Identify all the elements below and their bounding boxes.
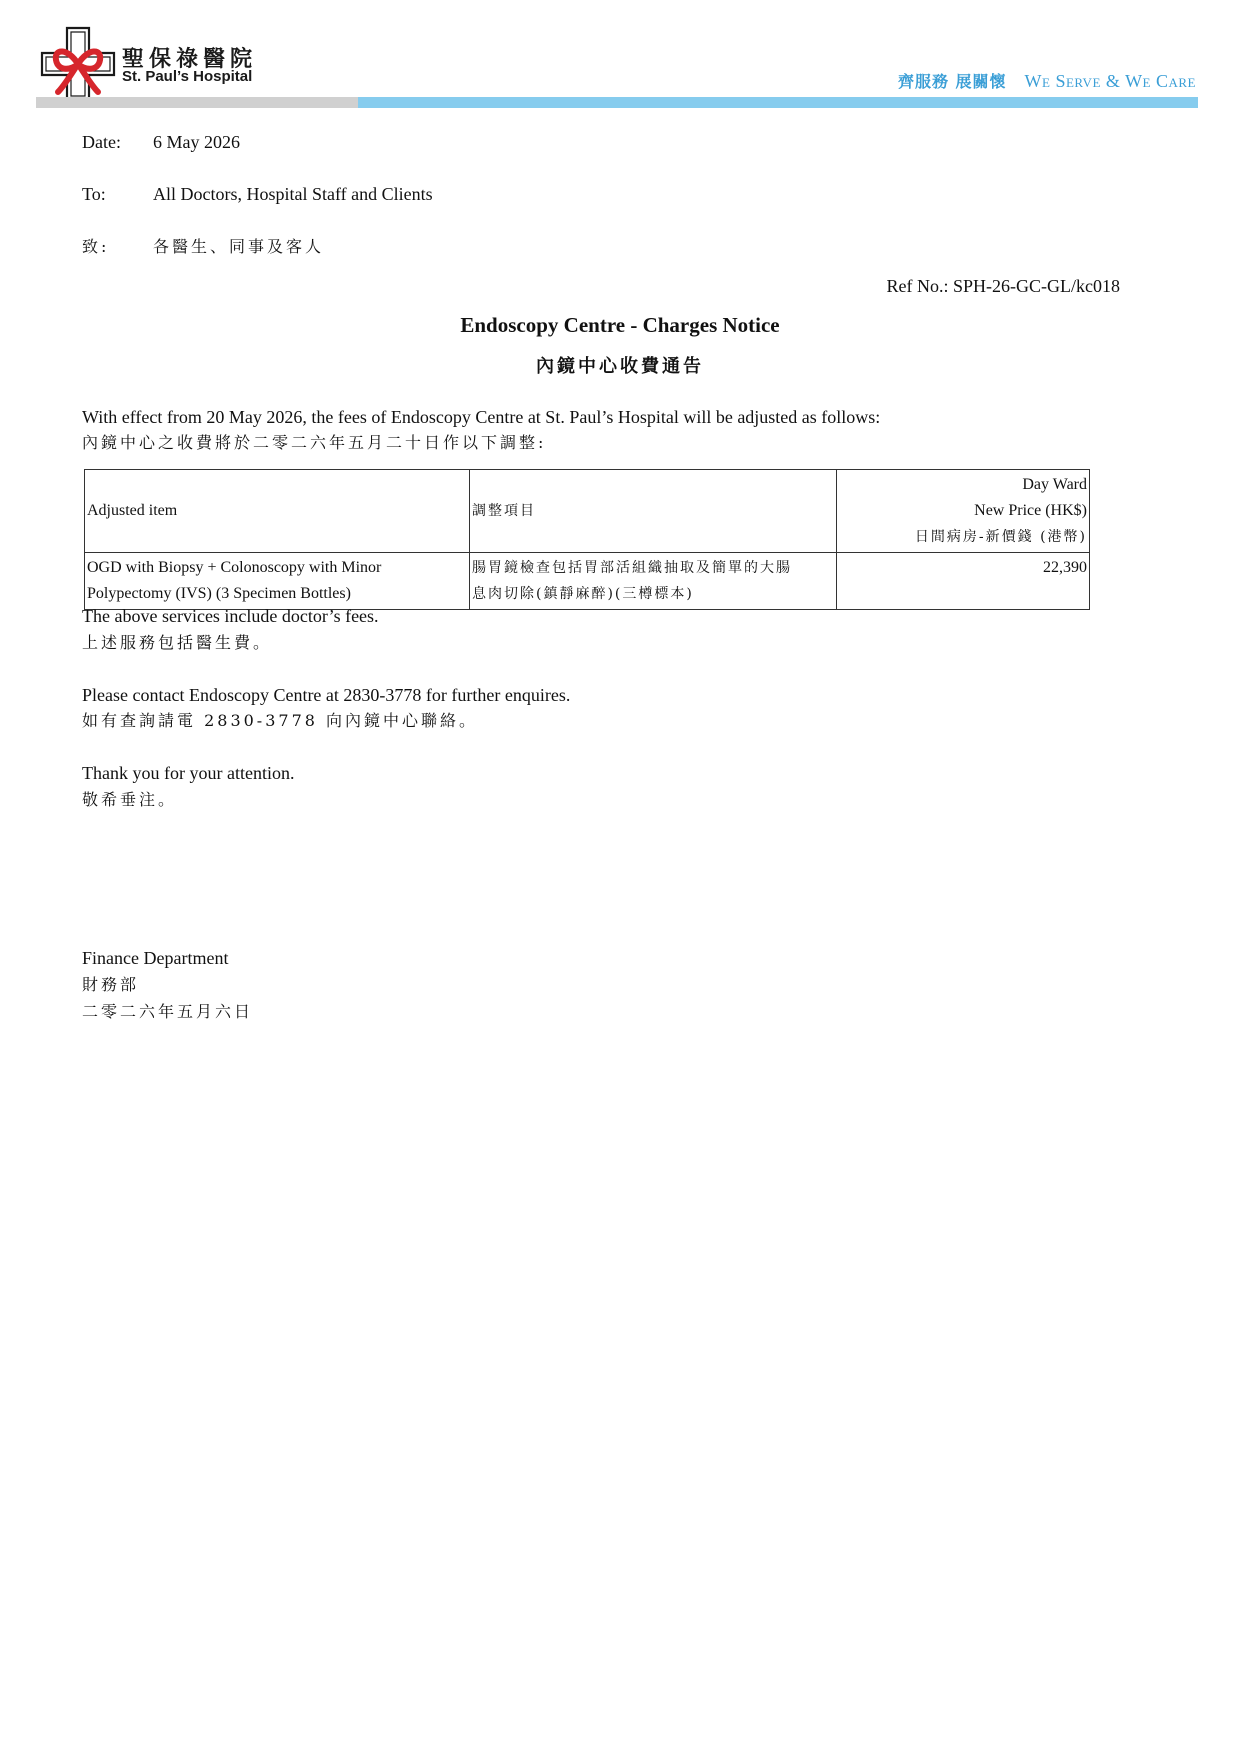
row-price: 22,390 — [837, 553, 1090, 610]
hospital-name-english: St. Paul’s Hospital — [122, 68, 253, 85]
row-item-chinese — [470, 553, 837, 610]
row-item-chinese-line2: 息肉切除(鎮靜麻醉)(三樽標本) — [472, 586, 694, 602]
header-bar-blue — [358, 97, 1198, 108]
fees-note: The above services include doctor’s fees. — [82, 606, 379, 626]
to-label-chinese: 致: — [82, 237, 110, 256]
header-new-price — [837, 470, 1090, 553]
date-value: 6 May 2026 — [153, 132, 240, 152]
header-adjusted-item: Adjusted item — [85, 470, 470, 553]
notice-title: Endoscopy Centre - Charges Notice — [460, 313, 780, 337]
table-header-row — [85, 470, 1090, 553]
row-item-english — [85, 553, 470, 610]
slogan-english: We Serve & We Care — [1024, 71, 1196, 91]
contact-note-chinese: 如有查詢請電 2830-3778 向內鏡中心聯絡。 — [82, 711, 479, 730]
hospital-name-chinese: 聖保祿醫院 — [122, 46, 258, 72]
thanks-note-chinese: 敬希垂注。 — [82, 790, 178, 809]
row-item-english-line2: Polypectomy (IVS) (3 Specimen Bottles) — [87, 585, 351, 602]
notice-title-chinese: 內鏡中心收費通告 — [536, 356, 704, 377]
header-day-ward: Day Ward — [1022, 476, 1087, 493]
header-bar-grey — [36, 97, 358, 108]
row-item-english-line1: OGD with Biopsy + Colonoscopy with Minor — [87, 559, 382, 576]
table-row — [85, 553, 1090, 610]
signature-department-chinese: 財務部 — [82, 975, 140, 994]
intro-text-chinese: 內鏡中心之收費將於二零二六年五月二十日作以下調整: — [82, 433, 547, 452]
header-divider-bar — [36, 97, 1198, 108]
fees-note-chinese: 上述服務包括醫生費。 — [82, 633, 273, 652]
hospital-logo-icon — [40, 26, 116, 102]
date-label: Date: — [82, 132, 121, 152]
slogan — [898, 69, 1196, 92]
signature-date-chinese: 二零二六年五月六日 — [82, 1002, 254, 1021]
header-new-price-hkd: New Price (HK$) — [974, 502, 1087, 519]
thanks-note: Thank you for your attention. — [82, 763, 295, 783]
to-label: To: — [82, 184, 106, 204]
to-value-chinese: 各醫生、同事及客人 — [153, 237, 325, 256]
header-new-price-chinese: 日間病房-新價錢 (港幣) — [914, 529, 1087, 545]
signature-department: Finance Department — [82, 948, 229, 968]
reference-number: Ref No.: SPH-26-GC-GL/kc018 — [886, 276, 1120, 296]
charges-table — [84, 469, 1090, 610]
row-item-chinese-line1: 腸胃鏡檢查包括胃部活組織抽取及簡單的大腸 — [472, 560, 792, 576]
header-adjusted-item-chinese: 調整項目 — [470, 470, 837, 553]
intro-text: With effect from 20 May 2026, the fees of Endoscopy Centre at St. Paul’s Hospital will be adjusted as follows: — [82, 407, 881, 427]
slogan-chinese: 齊服務 展關懷 — [897, 72, 1007, 91]
contact-note: Please contact Endoscopy Centre at 2830-3778 for further enquires. — [82, 685, 571, 705]
to-value: All Doctors, Hospital Staff and Clients — [153, 184, 433, 204]
